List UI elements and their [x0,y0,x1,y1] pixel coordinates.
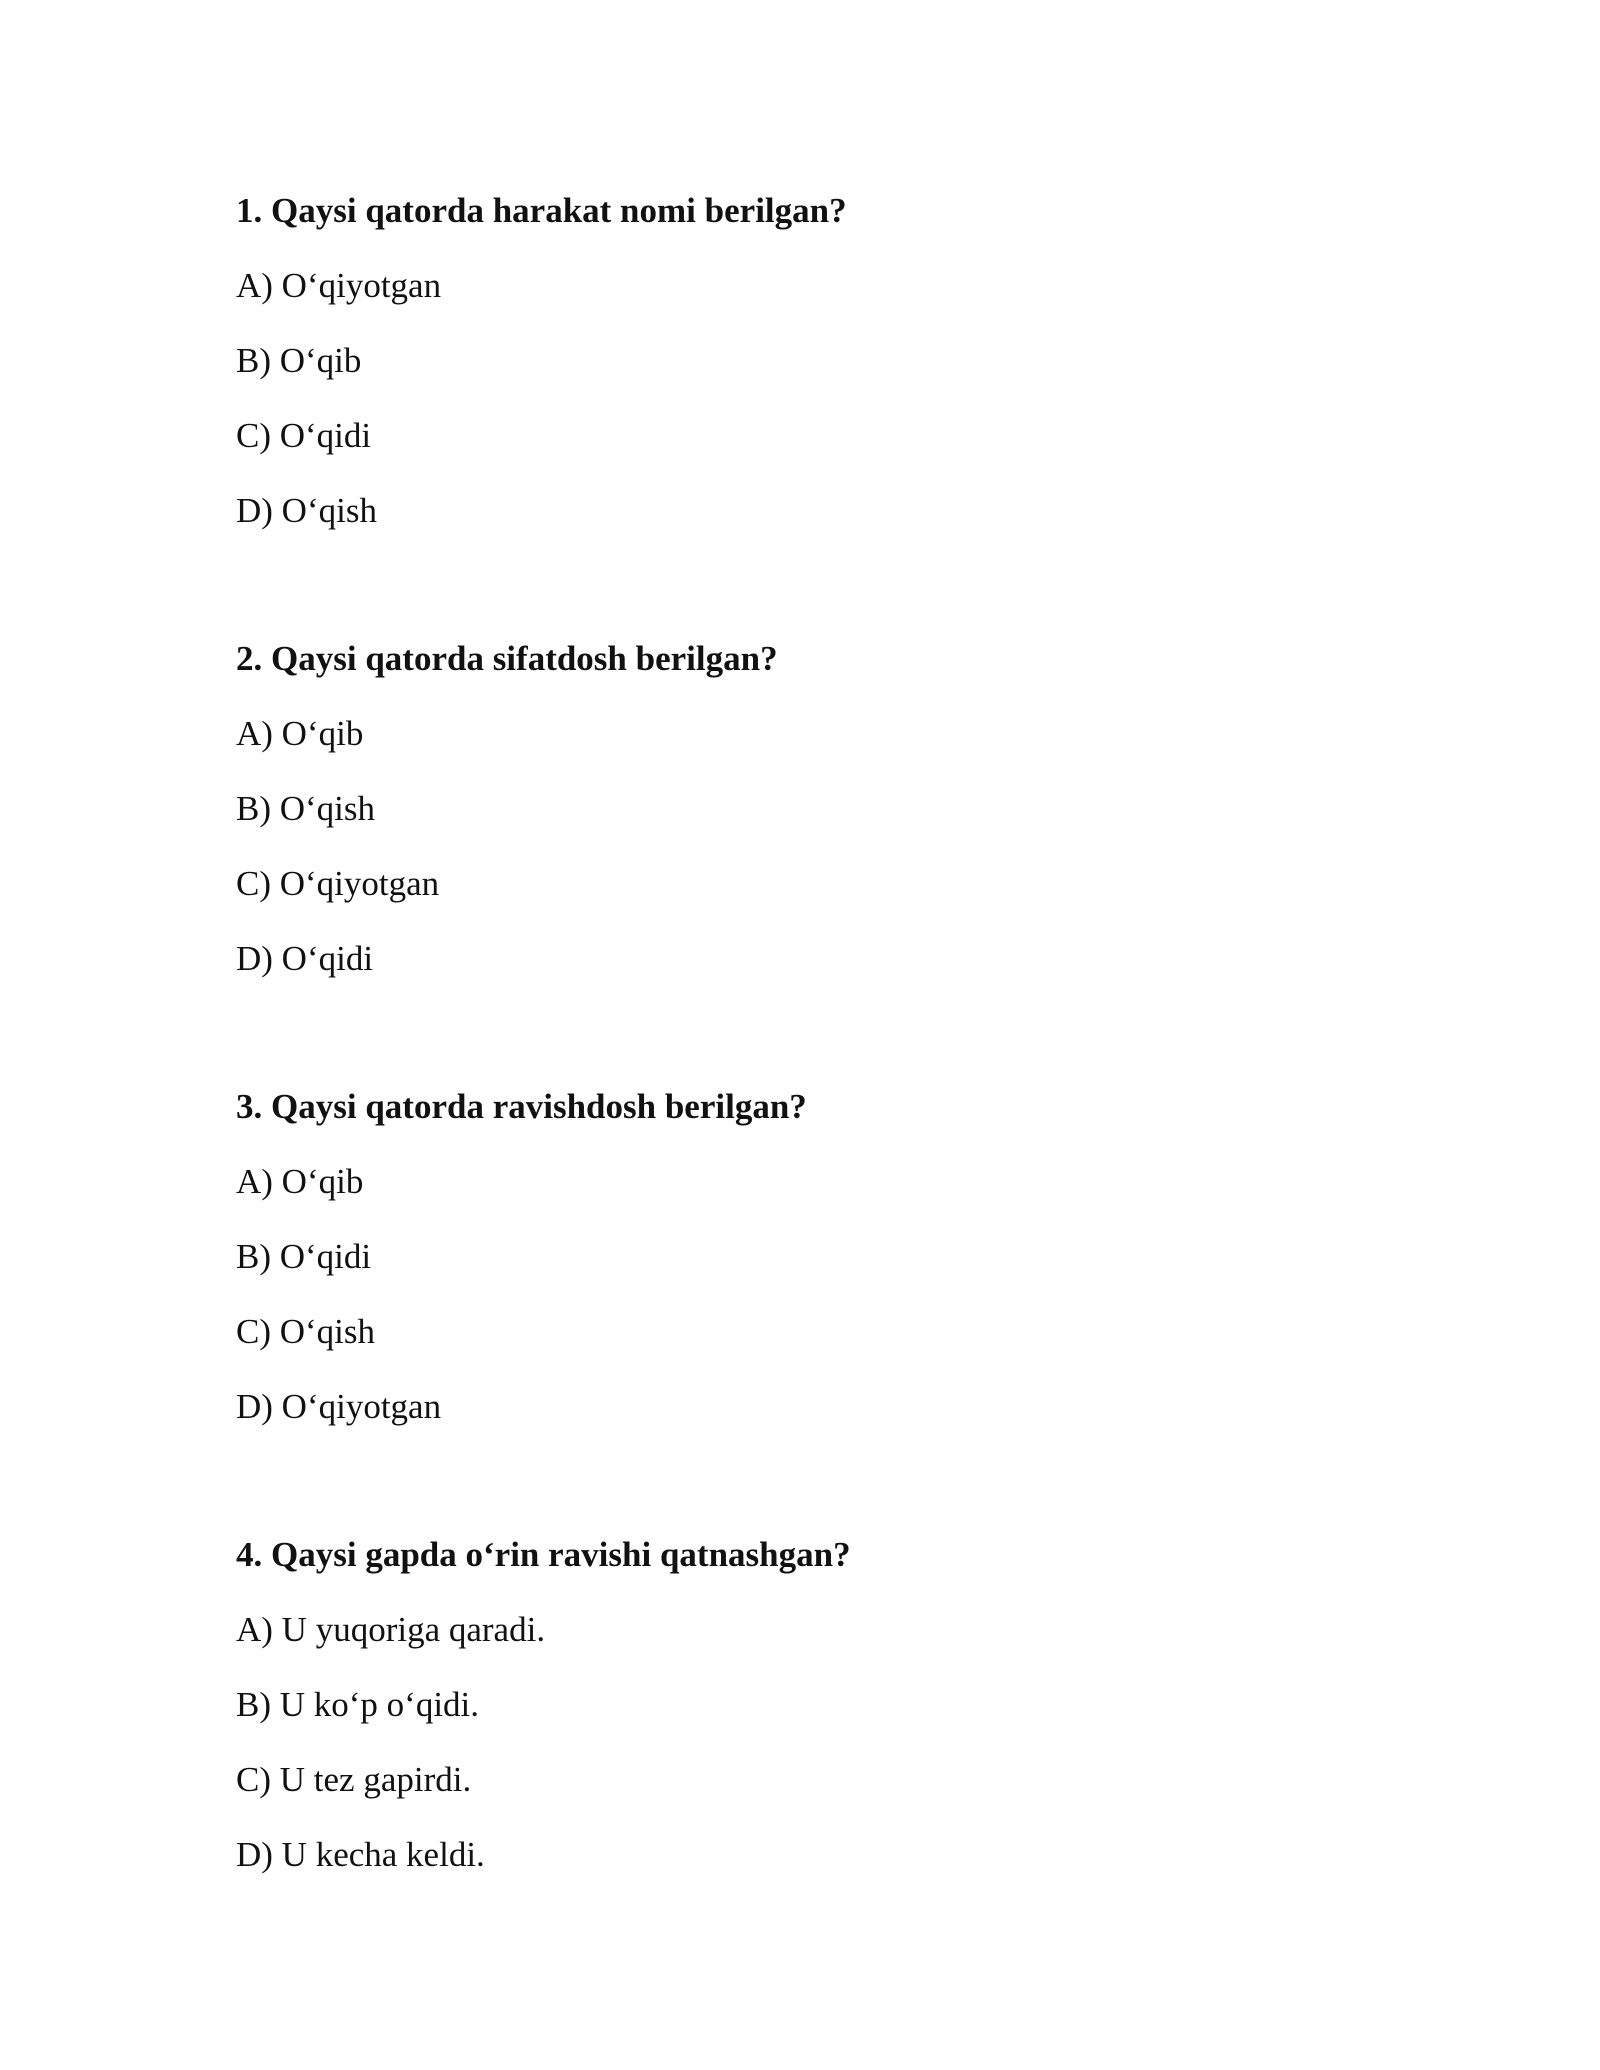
question-2 [236,637,1436,981]
answer-option-d: D) O‘qish [236,491,377,530]
question-4 [236,1533,1436,1877]
answer-option-b: B) O‘qish [236,789,376,828]
question-title: 3. Qaysi qatorda ravishdosh berilgan? [236,1087,807,1126]
question-3 [236,1085,1436,1429]
answer-option-c: C) O‘qiyotgan [236,864,440,903]
answer-option-a: A) O‘qiyotgan [236,266,442,305]
answer-option-c: C) U tez gapirdi. [236,1760,472,1799]
answer-option-b: B) U ko‘p o‘qidi. [236,1685,480,1724]
answer-options [236,1160,1436,1429]
question-1 [236,189,1436,533]
answer-options [236,1608,1436,1877]
answer-option-d: D) O‘qiyotgan [236,1387,442,1426]
answer-options [236,264,1436,533]
answer-option-c: C) O‘qidi [236,416,372,455]
answer-option-d: D) U kecha keldi. [236,1835,485,1874]
answer-option-c: C) O‘qish [236,1312,376,1351]
answer-option-d: D) O‘qidi [236,939,374,978]
question-title: 4. Qaysi gapda o‘rin ravishi qatnashgan? [236,1535,851,1574]
question-title: 1. Qaysi qatorda harakat nomi berilgan? [236,191,847,230]
question-title: 2. Qaysi qatorda sifatdosh berilgan? [236,639,778,678]
answer-option-a: A) U yuqoriga qaradi. [236,1610,546,1649]
answer-option-a: A) O‘qib [236,714,364,753]
answer-option-b: B) O‘qidi [236,1237,372,1276]
answer-option-b: B) O‘qib [236,341,362,380]
answer-option-a: A) O‘qib [236,1162,364,1201]
answer-options [236,712,1436,981]
